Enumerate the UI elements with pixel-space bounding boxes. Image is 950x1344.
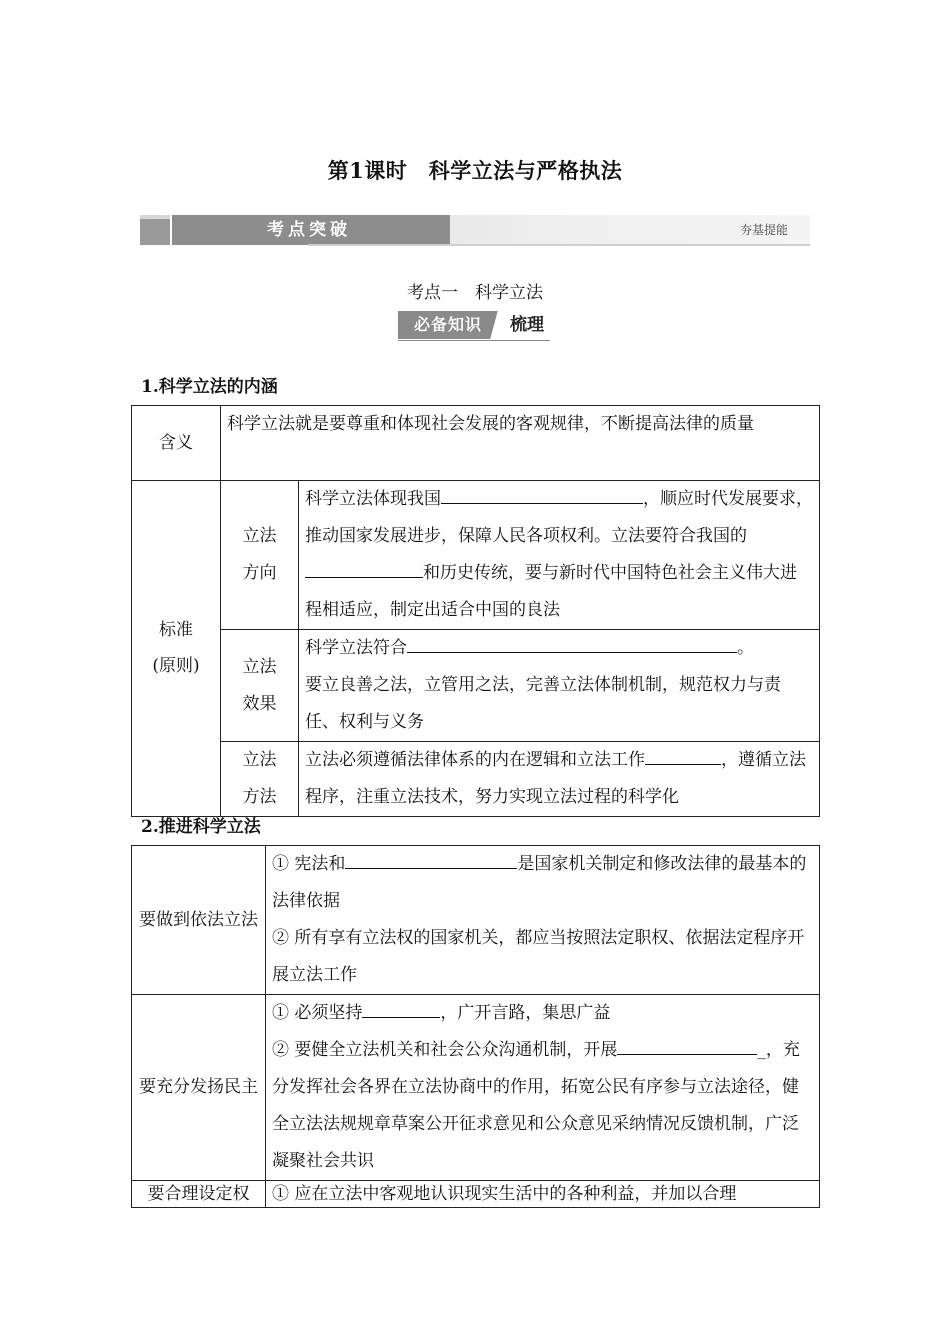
fill-blank[interactable]	[305, 555, 423, 578]
fill-blank[interactable]	[407, 630, 737, 653]
text-segment: ，遵循立法程序，注重立法技术，努力实现立法过程的科学化	[305, 750, 806, 807]
page-title: 第1课时 科学立法与严格执法	[327, 158, 623, 183]
fill-blank[interactable]	[645, 742, 721, 765]
row-content	[266, 846, 820, 995]
table-row	[132, 481, 820, 630]
row-content: ① 应在立法中客观地认识现实生活中的各种利益，并加以合理	[266, 1181, 820, 1208]
text-segment: ② 要健全立法机关和社会公众沟通机制，开展	[272, 1040, 618, 1060]
row-content	[299, 742, 820, 817]
table-row	[132, 846, 820, 995]
text-segment: 。	[737, 638, 754, 658]
fill-blank[interactable]	[441, 481, 643, 504]
kaodian-heading: 考点一 科学立法	[407, 283, 543, 303]
banner-underline	[308, 244, 810, 246]
text-segment: 立法必须遵循法律体系的内在逻辑和立法工作	[305, 750, 645, 770]
row-label: 要合理设定权	[132, 1181, 266, 1208]
fill-blank[interactable]	[345, 846, 517, 869]
row-label: 含义	[132, 406, 221, 481]
text-segment: ② 所有享有立法权的国家机关，都应当按照法定职权、依据法定程序开展立法工作	[272, 928, 805, 985]
text-segment: ① 必须坚持	[272, 1003, 363, 1023]
fill-blank[interactable]	[617, 1032, 757, 1055]
text-segment: 科学立法符合	[305, 638, 407, 658]
text-segment: 和历史传统，要与新时代中国特色社会主义伟大进程相适应，制定出适合中国的良法	[305, 563, 797, 620]
bibei-tag-underline	[398, 340, 550, 341]
row-content	[299, 630, 820, 742]
text-segment: _，充分发挥社会各界在立法协商中的作用，拓宽公民有序参与立法途径，健全立法法规规章草案公开征求意见和公众意见采纳情况反馈机制，广泛凝聚社会共识	[272, 1040, 800, 1171]
row-content	[299, 481, 820, 630]
row-content	[266, 995, 820, 1181]
row-label	[132, 846, 266, 995]
text-segment: 是国家机关制定和修改法律的最基本的法律依据	[272, 854, 807, 911]
text-segment: 科学立法体现我国	[305, 489, 441, 509]
science-legislation-table	[131, 405, 820, 817]
sub-label-text: 立法方向	[242, 526, 277, 583]
row-label-text: 要充分发扬民主	[139, 1077, 258, 1097]
table-row	[132, 406, 820, 481]
row-content: 科学立法就是要尊重和体现社会发展的客观规律，不断提高法律的质量	[221, 406, 820, 481]
text-segment: ① 宪法和	[272, 854, 346, 874]
fill-blank[interactable]	[362, 995, 440, 1018]
text-segment: ，广开言路，集思广益	[440, 1003, 611, 1023]
sub-label	[221, 481, 299, 630]
banner-label: 考点突破	[267, 220, 351, 240]
section1-heading: 1.科学立法的内涵	[141, 377, 278, 397]
section2-heading: 2.推进科学立法	[141, 817, 261, 837]
biaozhun-label: 标准(原则)	[152, 620, 200, 676]
row-label	[132, 481, 221, 817]
advance-legislation-table	[131, 845, 820, 1208]
bibei-tag-light: 梳理	[510, 315, 544, 335]
table-row	[132, 1181, 820, 1208]
banner-right-label: 夯基提能	[739, 223, 788, 237]
row-label-text: 要做到依法立法	[139, 909, 258, 930]
sub-label	[221, 630, 299, 742]
bibei-tag	[398, 311, 550, 341]
text-segment: 要立良善之法，立管用之法，完善立法体制机制，规范权力与责任、权利与义务	[305, 675, 781, 732]
sub-label-text: 立法效果	[242, 656, 277, 714]
table-row	[132, 742, 820, 817]
row-label	[132, 995, 266, 1181]
table-row	[132, 630, 820, 742]
table-row	[132, 995, 820, 1181]
bibei-tag-dark: 必备知识	[398, 311, 498, 339]
text-segment: ，顺应时代发展要求，推动国家发展进步，保障人民各项权利。立法要符合我国的	[305, 489, 813, 546]
sub-label-text: 立法方法	[242, 750, 277, 807]
sub-label	[221, 742, 299, 817]
section-banner	[140, 215, 810, 245]
